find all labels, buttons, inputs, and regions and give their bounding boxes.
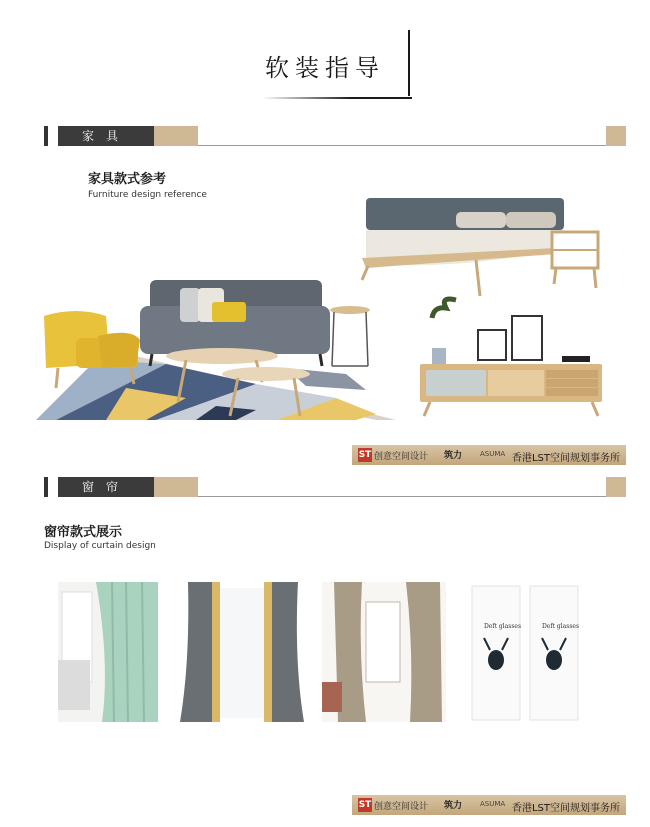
nightstand-image (552, 232, 598, 288)
section-tick (44, 126, 48, 146)
title-vertical-rule (408, 30, 410, 96)
section-accent (154, 477, 198, 497)
curtain-art-text-2: Deft glasses (542, 623, 580, 630)
section-bar-furniture (44, 126, 626, 146)
section-accent (154, 126, 198, 146)
curtain-subtitle-cn: 窗帘款式展示 (44, 525, 123, 540)
section-end-accent (606, 477, 626, 497)
brand-name-3: ASUMA (480, 800, 506, 808)
brand-name-4: 香港LST空间规划事务所 (511, 453, 620, 464)
curtain-image-white-deer (470, 582, 580, 722)
brand-strip (352, 445, 626, 465)
curtain-image-grey-yellow (180, 582, 304, 722)
tv-cabinet-image (420, 299, 602, 416)
page-title: 软装指导 (265, 54, 385, 82)
curtain-subtitle-en: Display of curtain design (44, 541, 156, 551)
furniture-subtitle-cn: 家具款式参考 (88, 172, 167, 187)
brand-strip (352, 795, 626, 815)
brand-name-2: 筑力 (444, 451, 463, 461)
brand-name-3: ASUMA (480, 450, 506, 458)
bed-image (362, 198, 564, 296)
section-tab-furniture: 家具 (58, 126, 154, 146)
brand-logo-icon: ST (358, 450, 372, 460)
brand-name-1: 创意空间设计 (374, 802, 429, 812)
side-table-image (330, 306, 370, 366)
curtain-image-green (58, 582, 158, 722)
section-rule (198, 145, 606, 146)
furniture-illustration (36, 188, 616, 428)
section-tab-curtain: 窗帘 (58, 477, 154, 497)
title-underline (262, 97, 412, 99)
section-end-accent (606, 126, 626, 146)
furniture-subtitle-en: Furniture design reference (88, 190, 207, 200)
curtain-image-khaki (322, 582, 446, 722)
section-bar-curtain (44, 477, 626, 497)
section-tick (44, 477, 48, 497)
curtain-art-text: Deft glasses (484, 623, 522, 630)
brand-name-2: 筑力 (444, 801, 463, 811)
brand-name-4: 香港LST空间规划事务所 (511, 803, 620, 814)
brand-name-1: 创意空间设计 (374, 452, 429, 462)
brand-logo-icon: ST (358, 800, 372, 810)
section-rule (198, 496, 606, 497)
